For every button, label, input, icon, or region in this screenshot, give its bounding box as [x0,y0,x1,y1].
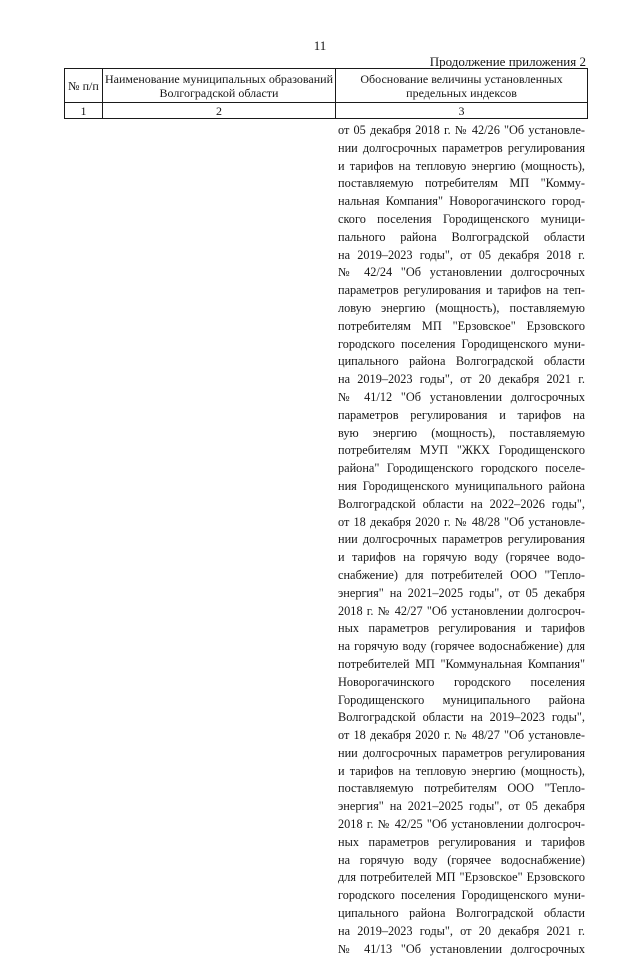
text-line: нальная Компания" Новорогачинского город- [338,194,585,209]
text-line: Городищенского муниципального района [338,692,585,707]
text-line: и тарифов на горячую воду (горячее водо- [338,550,585,565]
text-line: и тарифов на тепловую энергию (мощность), [338,158,585,173]
text-line: параметров регулирования и тарифов на теп- [338,283,585,298]
text-line: энергия" на 2021–2025 годы", от 05 декабря [338,585,585,600]
text-line: пального района Волгоградской области [338,229,585,244]
text-line: нии долгосрочных параметров регулирования [338,532,585,547]
text-line: ловую энергию (мощность), поставляемую [338,300,585,315]
column-header-justification: Обоснование величины установленных предельных индексов [336,69,588,103]
text-line: 2018 г. № 42/27 "Об установлении долгосроч- [338,603,585,618]
text-line: Волгоградской области на 2019–2023 годы", [338,710,585,725]
text-line: на 2019–2023 годы", от 20 декабря 2021 г. [338,372,585,387]
text-line: от 18 декабря 2020 г. № 48/27 "Об установле- [338,728,585,743]
text-line: для потребителей МП "Ерзовское" Ерзовского [338,870,585,885]
text-line: потребителям МУП "ЖКХ Городищенского [338,443,585,458]
text-line: на горячую воду (горячее водоснабжение) для [338,639,585,654]
text-line: 2018 г. № 42/25 "Об установлении долгосроч- [338,817,585,832]
text-line: ципального района Волгоградской области [338,906,585,921]
text-line: № 41/12 "Об установлении долгосрочных [338,389,585,404]
text-line: от 18 декабря 2020 г. № 48/28 "Об установле- [338,514,585,529]
text-line: и тарифов на тепловую энергию (мощность), [338,763,585,778]
text-line: ского поселения Городищенского муници- [338,211,585,226]
page-number: 11 [313,38,327,53]
text-line: на 2019–2023 годы", от 05 декабря 2018 г. [338,247,585,262]
text-line: поставляемую потребителям МП "Комму- [338,176,585,191]
text-line: энергия" на 2021–2025 годы", от 05 декабря [338,799,585,814]
text-line: городского поселения Городищенского муни- [338,888,585,903]
column-number-2: 2 [102,103,335,119]
table-column-numbers-row [65,103,588,119]
appendix-continuation-label: Продолжение приложения 2 [429,54,586,69]
text-line: района" Городищенского городского поселе- [338,461,585,476]
column-number-1: 1 [65,103,103,119]
table-header [64,68,588,119]
text-line: городского поселения Городищенского муни- [338,336,585,351]
text-line: на горячую воду (горячее водоснабжение) [338,852,585,867]
column-header-municipality: Наименование муниципальных образований Волгоградской области [102,69,335,103]
justification-text [338,122,585,958]
column-number-3: 3 [336,103,588,119]
text-line: № 41/13 "Об установлении долгосрочных [338,941,585,956]
text-line: потребителей МП "Коммунальная Компания" [338,656,585,671]
text-line: потребителям МП "Ерзовское" Ерзовского [338,318,585,333]
text-line: ных параметров регулирования и тарифов [338,621,585,636]
text-line: вую энергию (мощность), поставляемую [338,425,585,440]
text-line: нии долгосрочных параметров регулирования [338,140,585,155]
text-line: № 42/24 "Об установлении долгосрочных [338,265,585,280]
text-line: Волгоградской области на 2022–2026 годы", [338,496,585,511]
text-line: нии долгосрочных параметров регулирования [338,745,585,760]
text-line: параметров регулирования и тарифов на [338,407,585,422]
table-header-row [65,69,588,103]
text-line: на 2019–2023 годы", от 20 декабря 2021 г. [338,923,585,938]
text-line: ных параметров регулирования и тарифов [338,834,585,849]
text-line: от 05 декабря 2018 г. № 42/26 "Об установле- [338,123,585,137]
text-line: ципального района Волгоградской области [338,354,585,369]
text-line: Новорогачинского городского поселения [338,674,585,689]
text-line: ния Городищенского муниципального района [338,478,585,493]
column-header-number: № п/п [65,69,103,103]
text-line: поставляемую потребителям ООО "Тепло- [338,781,585,796]
text-line: снабжение) для потребителей ООО "Тепло- [338,567,585,582]
